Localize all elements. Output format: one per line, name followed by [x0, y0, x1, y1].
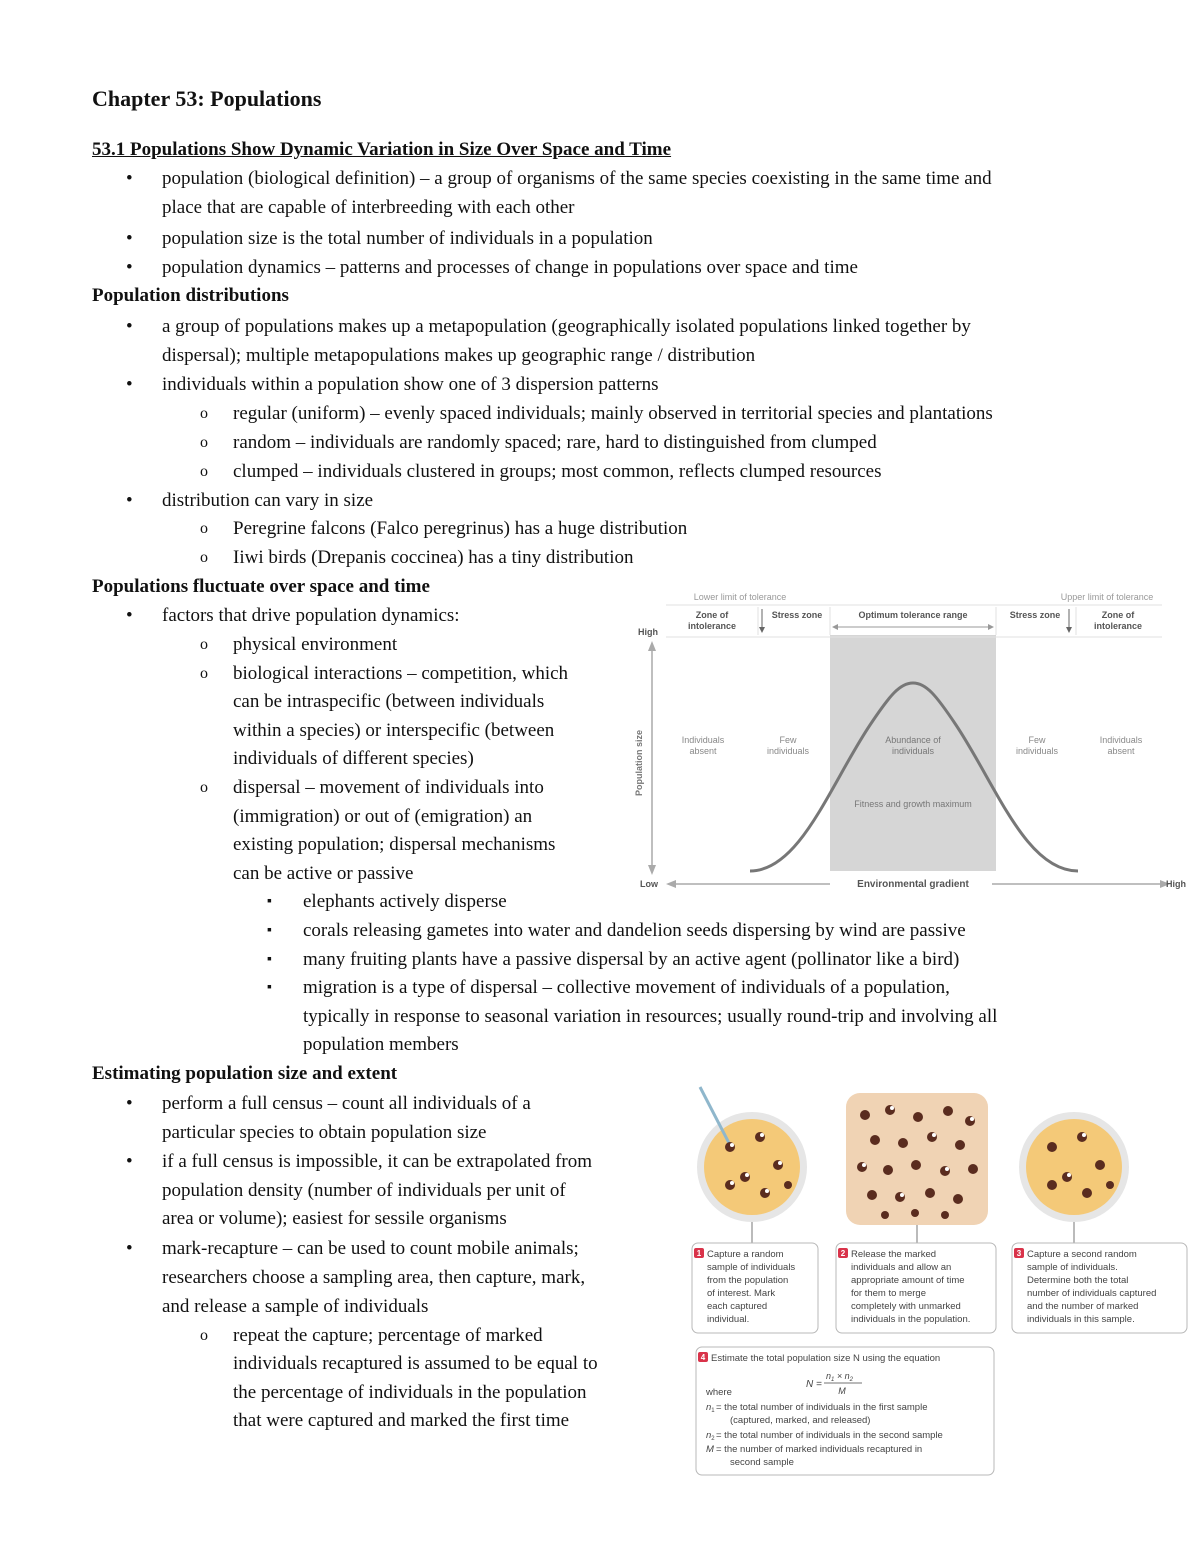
left-arrow-icon [832, 624, 838, 630]
zone-intolerance-label: Zone of intolerance [1093, 610, 1143, 631]
list-item-continued: dispersal); multiple metapopulations makes up geographic range / distribution [162, 345, 756, 366]
individuals-absent-label: Individuals absent [1099, 735, 1143, 756]
sub-list-item-continued: that were captured and marked the first time [233, 1410, 570, 1431]
x-high-label: High [1166, 879, 1186, 889]
sub-list-item-continued: (immigration) or out of (emigration) an [233, 806, 533, 827]
svg-text:M: M [838, 1386, 846, 1396]
mark-recapture-figure [690, 1085, 1190, 1480]
individuals-absent-label: Individuals absent [681, 735, 725, 756]
upper-limit-label: Upper limit of tolerance [1060, 592, 1154, 602]
optimum-range-label: Optimum tolerance range [858, 610, 968, 620]
step-2-box [836, 1243, 996, 1333]
list-item: • mark-recapture – can be used to count mobile animals; [162, 1235, 579, 1264]
sub-list-item-continued: can be active or passive [233, 863, 414, 884]
list-item: • individuals within a population show one of 3 dispersion patterns [162, 371, 659, 400]
section-heading: 53.1 Populations Show Dynamic Variation in Size Over Space and Time [92, 139, 672, 160]
sub-list-item: o random – individuals are randomly spaced; rare, hard to distinguished from clumped [233, 429, 877, 458]
sub-list-item-continued: the percentage of individuals in the population [233, 1382, 587, 1403]
svg-text:M= the number of marked indivi: M = the number of marked individuals recaptured in [706, 1444, 923, 1455]
zone-intolerance-label: Zone of intolerance [687, 610, 737, 631]
sub-sub-list-item-continued: typically in response to seasonal variation in resources; usually round-trip and involving all [303, 1006, 998, 1027]
svg-text:Capture a second random: Capture a second random sample of individuals. Determine both the total number of individuals captured and the number of marked individuals in this sample. [1027, 1249, 1157, 1325]
down-arrow-icon [1066, 627, 1072, 633]
x-axis-label: Environmental gradient [857, 879, 969, 890]
population-area [846, 1093, 988, 1245]
few-individuals-label: Few individuals [766, 735, 810, 756]
few-individuals-label: Few individuals [1015, 735, 1059, 756]
list-item: • population (biological definition) – a group of organisms of the same species coexisting in the same time and [162, 165, 992, 194]
list-item: • population size is the total number of individuals in a population [162, 225, 653, 254]
svg-text:where: where [706, 1387, 732, 1398]
sub-list-item: o Peregrine falcons (Falco peregrinus) has a huge distribution [233, 515, 687, 544]
sub-list-item: o clumped – individuals clustered in groups; most common, reflects clumped resources [233, 458, 882, 487]
list-item-continued: particular species to obtain population size [162, 1122, 487, 1143]
svg-text:4: 4 [700, 1353, 706, 1362]
sub-list-item: o biological interactions – competition, which [233, 660, 568, 689]
abundance-label: Abundance of individuals [885, 735, 941, 756]
sub-list-item-continued: within a species) or interspecific (between [233, 720, 555, 741]
y-high-label: High [638, 627, 658, 637]
list-item-continued: and release a sample of individuals [162, 1296, 429, 1317]
list-item: • distribution can vary in size [162, 487, 373, 516]
svg-text:Release the marked ind: Release the marked individuals and allow an appropriate amount of time for them to merge completely with unmarked individuals in the population. [851, 1249, 971, 1325]
population-equation: N = [806, 1379, 822, 1390]
svg-text:3: 3 [1016, 1249, 1022, 1258]
sub-list-item: o Iiwi birds (Drepanis coccinea) has a tiny distribution [233, 544, 633, 573]
list-item-continued: population density (number of individuals per unit of [162, 1180, 566, 1201]
subheading: Estimating population size and extent [92, 1063, 398, 1084]
stress-zone-label: Stress zone [1009, 610, 1061, 620]
sub-sub-list-item: ▪ many fruiting plants have a passive dispersal by an active agent (pollinator like a bird) [303, 946, 959, 975]
stress-zone-label: Stress zone [771, 610, 823, 620]
sub-list-item: o physical environment [233, 631, 397, 660]
sub-list-item-continued: existing population; dispersal mechanisms [233, 834, 556, 855]
sub-list-item-continued: individuals of different species) [233, 748, 474, 769]
svg-text:n1= the total number of indivi: $n_1=$ the total number of individuals in the first sample [706, 1402, 928, 1414]
sample-dish-1 [697, 1087, 807, 1245]
sample-dish-3 [1019, 1112, 1129, 1245]
sub-sub-list-item: ▪ elephants actively disperse [303, 888, 507, 917]
down-arrow-icon [759, 627, 765, 633]
sub-sub-list-item: ▪ migration is a type of dispersal – collective movement of individuals of a population, [303, 974, 950, 1003]
svg-text:(captured, marked, and release: (captured, marked, and released) [730, 1415, 871, 1426]
list-item-continued: researchers choose a sampling area, then capture, mark, [162, 1267, 586, 1288]
list-item-continued: area or volume); easiest for sessile organisms [162, 1208, 507, 1229]
list-item-continued: place that are capable of interbreeding with each other [162, 197, 575, 218]
list-item: • a group of populations makes up a metapopulation (geographically isolated populations linked together by [162, 313, 971, 342]
svg-text:2: 2 [840, 1249, 846, 1258]
svg-text:1: 1 [696, 1249, 702, 1258]
subheading: Population distributions [92, 285, 289, 306]
sub-list-item: o repeat the capture; percentage of marked [233, 1322, 543, 1351]
sub-list-item: o regular (uniform) – evenly spaced individuals; mainly observed in territorial species and plantations [233, 400, 993, 429]
list-item: • perform a full census – count all individuals of a [162, 1090, 531, 1119]
svg-text:Capture a random sampl: Capture a random sample of individuals from the population of interest. Mark each captured individual. [707, 1249, 796, 1325]
tolerance-range-figure [630, 585, 1195, 895]
step-4-box [696, 1347, 994, 1475]
list-item: • factors that drive population dynamics: [162, 602, 460, 631]
y-axis-label: Population size [634, 729, 644, 797]
fitness-label: Fitness and growth maximum [854, 799, 972, 809]
svg-text:n2= the total number of indivi: $n_2=$ the total number of individuals in the second sample [706, 1430, 943, 1442]
sub-list-item-continued: can be intraspecific (between individuals [233, 691, 545, 712]
svg-text:n1 × n2: $n_1 \times n_2$ [826, 1371, 853, 1383]
list-item: • population dynamics – patterns and processes of change in populations over space and time [162, 254, 858, 283]
sub-sub-list-item-continued: population members [303, 1034, 459, 1055]
list-item: • if a full census is impossible, it can be extrapolated from [162, 1148, 592, 1177]
lower-limit-label: Lower limit of tolerance [693, 592, 787, 602]
chapter-title: Chapter 53: Populations [92, 86, 322, 111]
left-arrow-icon [666, 880, 676, 888]
step-1-box [692, 1243, 818, 1333]
sub-list-item-continued: individuals recaptured is assumed to be equal to [233, 1353, 598, 1374]
svg-text:Estimate the total population: Estimate the total population size N using the equation [711, 1353, 941, 1364]
sub-list-item: o dispersal – movement of individuals into [233, 774, 544, 803]
right-arrow-icon [988, 624, 994, 630]
sub-sub-list-item: ▪ corals releasing gametes into water and dandelion seeds dispersing by wind are passive [303, 917, 966, 946]
subheading: Populations fluctuate over space and time [92, 576, 430, 597]
up-arrow-icon [648, 641, 656, 651]
step-3-box [1012, 1243, 1187, 1333]
x-low-label: Low [640, 879, 658, 889]
down-arrow-icon [648, 865, 656, 875]
svg-text:second sample: second sample [730, 1457, 794, 1468]
